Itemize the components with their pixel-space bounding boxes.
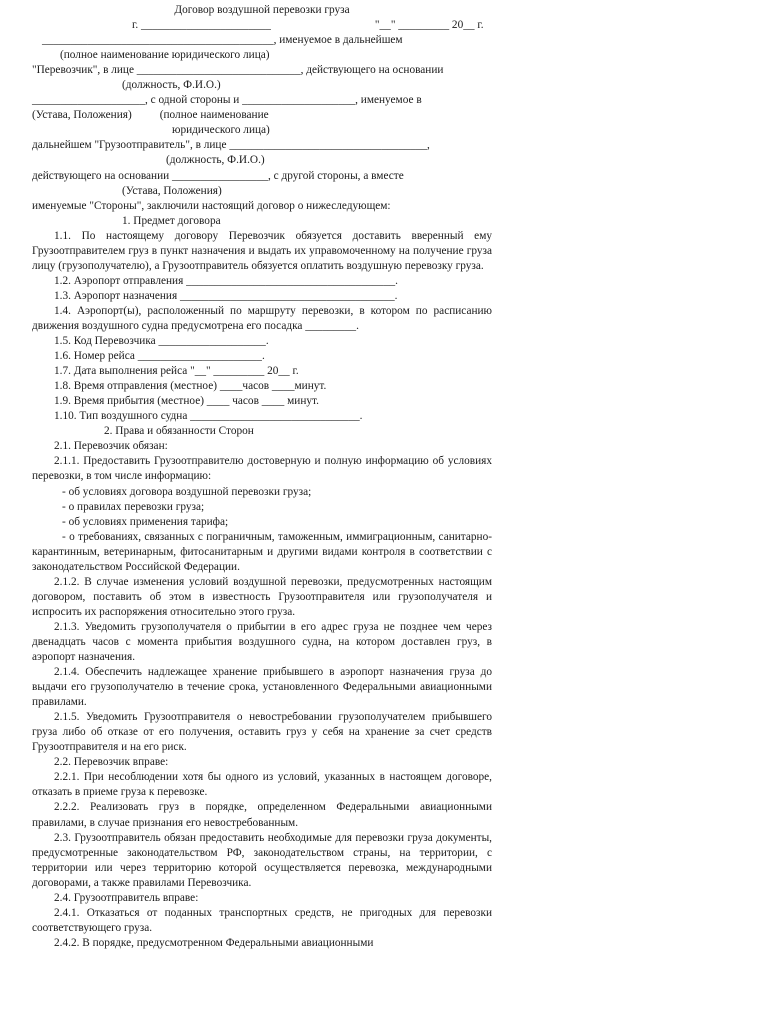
party-one-line[interactable]: ____________________, с одной стороны и ____________________, именуемое в — [32, 94, 422, 107]
charter-caption-2: (Устава, Положения) — [122, 184, 222, 197]
clause-1-5[interactable]: 1.5. Код Перевозчика ___________________. — [54, 335, 269, 348]
clause-2-1-4: 2.1.4. Обеспечить надлежащее хранение прибывшего в аэропорт назначения груза до выдачи его грузополучателю в течение срока, установленного Федеральными авиационными правилами. — [32, 666, 492, 709]
clause-2-2: 2.2. Перевозчик вправе: — [54, 756, 169, 769]
clause-2-1-2: 2.1.2. В случае изменения условий воздушной перевозки, предусмотренных настоящим договором, поставить об этом в известность Грузоотправителя или грузополучателя и испросить их распоряжения относительно этого груза. — [32, 575, 492, 618]
bullet-contract-conditions: - об условиях договора воздушной перевозки груза; — [62, 485, 312, 498]
charter-caption-1: (Устава, Положения) — [32, 109, 132, 122]
city-line[interactable]: г. _______________________ — [132, 19, 271, 32]
clause-2-3: 2.3. Грузоотправитель обязан предоставить необходимые для перевозки груза документы, предусмотренные законодательством РФ, законодательством страны, на территории, с территории или через территорию которой осуществляется перевозка, международными договорами, а также правилами Перевозчика. — [32, 831, 492, 889]
section-1-heading: 1. Предмет договора — [122, 214, 221, 227]
document-title: Договор воздушной перевозки груза — [174, 4, 350, 16]
clause-1-9[interactable]: 1.9. Время прибытия (местное) ____ часов ____ минут. — [54, 395, 319, 408]
clause-2-2-1: 2.2.1. При несоблюдении хотя бы одного из условий, указанных в настоящем договоре, отказать в приеме груза к перевозке. — [32, 771, 492, 799]
clause-2-1-5: 2.1.5. Уведомить Грузоотправителя о невостребовании грузополучателем прибывшего груза либо об отказе от его получения, оставить груз у себя на хранение за счет средств Грузоотправителя и на его риск. — [32, 711, 492, 754]
legal-name-caption-3: юридического лица) — [172, 124, 270, 137]
carrier-caption: (должность, Ф.И.О.) — [122, 79, 221, 92]
clause-2-2-2: 2.2.2. Реализовать груз в порядке, определенном Федеральными авиационными правилами, в случае признания его невостребованным. — [32, 801, 492, 829]
clause-1-3[interactable]: 1.3. Аэропорт назначения ______________________________________. — [54, 289, 398, 302]
carrier-line[interactable]: "Перевозчик", в лице _____________________________, действующего на основании — [32, 64, 444, 77]
clause-2-1-3: 2.1.3. Уведомить грузополучателя о прибытии в его адрес груза не позднее чем через двенадцать часов с момента прибытия воздушного судна, на котором доставлен груз, в аэропорт назначения. — [32, 620, 492, 664]
clause-1-8[interactable]: 1.8. Время отправления (местное) ____часов ____минут. — [54, 380, 327, 393]
header-city-date-row — [32, 18, 492, 33]
clause-2-4-1: 2.4.1. Отказаться от поданных транспортных средств, не пригодных для перевозки соответствующего груза. — [32, 906, 492, 934]
legal-name-line-1[interactable]: _________________________________________, именуемое в дальнейшем — [42, 34, 403, 47]
document-body — [32, 3, 492, 951]
consignor-caption: (должность, Ф.И.О.) — [166, 154, 265, 167]
bullet-control-requirements: - о требованиях, связанных с пограничным, таможенным, иммиграционным, санитарно-карантинным, ветеринарным, фитосанитарным и другими видами контроля в соответствии с законодательством Российской Федерации. — [32, 530, 492, 573]
legal-name-caption-2: (полное наименование — [159, 109, 269, 122]
clause-1-6[interactable]: 1.6. Номер рейса ______________________. — [54, 350, 265, 363]
date-line[interactable]: "__" _________ 20__ г. — [374, 19, 484, 32]
section-2-heading: 2. Права и обязанности Сторон — [104, 425, 254, 438]
parties-conclusion-line: именуемые "Стороны", заключили настоящий договор о нижеследующем: — [32, 199, 391, 212]
clause-2-4-2: 2.4.2. В порядке, предусмотренном Федеральными авиационными — [54, 936, 374, 949]
clause-1-1: 1.1. По настоящему договору Перевозчик обязуется доставить вверенный ему Грузоотправителем груз в пункт назначения и выдать их управомоченному на получение груза лицу (грузополучателю), а Грузоотправитель обязуется оплатить воздушную перевозку груза. — [32, 229, 492, 272]
bullet-tariff-conditions: - об условиях применения тарифа; — [62, 515, 229, 528]
clause-1-4[interactable]: 1.4. Аэропорт(ы), расположенный по маршруту перевозки, в котором по расписанию движения воздушного судна предусмотрена его посадка _________. — [32, 304, 492, 332]
legal-name-caption-1: (полное наименование юридического лица) — [60, 49, 270, 62]
clause-1-2[interactable]: 1.2. Аэропорт отправления _____________________________________. — [54, 274, 398, 287]
clause-2-4: 2.4. Грузоотправитель вправе: — [54, 891, 199, 904]
clause-2-1: 2.1. Перевозчик обязан: — [54, 440, 168, 453]
clause-1-10[interactable]: 1.10. Тип воздушного судна ______________________________. — [54, 410, 363, 423]
acting-on-basis-line[interactable]: действующего на основании _________________, с другой стороны, а вместе — [32, 169, 404, 182]
consignor-line[interactable]: дальнейшем "Грузоотправитель", в лице ___________________________________, — [32, 139, 430, 152]
clause-1-7[interactable]: 1.7. Дата выполнения рейса "__" _________ 20__ г. — [54, 365, 299, 378]
clause-2-1-1: 2.1.1. Предоставить Грузоотправителю достоверную и полную информацию об условиях перевозки, в том числе информацию: — [32, 455, 492, 483]
bullet-transport-rules: - о правилах перевозки груза; — [62, 500, 205, 513]
party-one-captions-row — [32, 108, 492, 123]
